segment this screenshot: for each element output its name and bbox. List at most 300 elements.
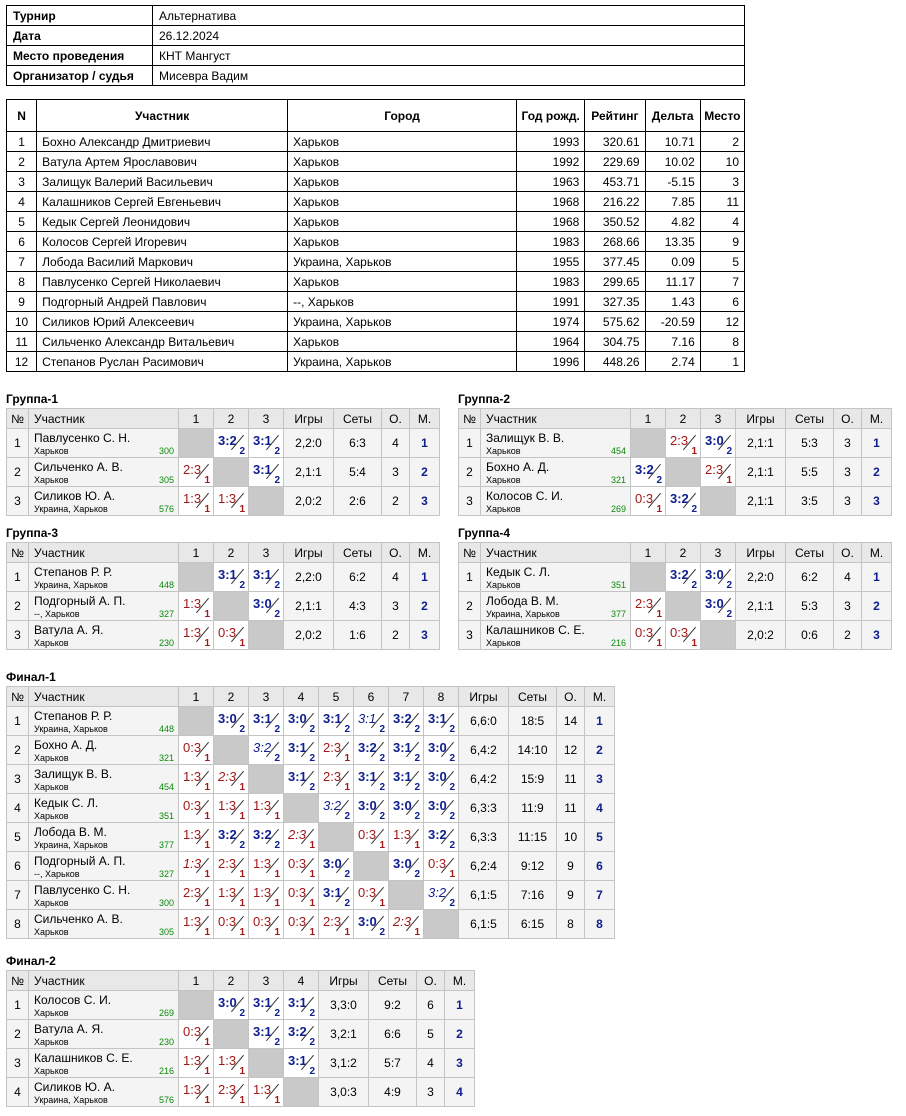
games-cell: 2,1:1 <box>736 458 786 487</box>
player-rating: 454 <box>610 446 626 456</box>
player-rating: 216 <box>158 1066 174 1076</box>
player-number: 1 <box>7 991 29 1020</box>
player-number: 1 <box>459 563 481 592</box>
group-header-opponent: 2 <box>214 409 249 429</box>
sets-cell: 9:12 <box>509 852 557 881</box>
group-header-opponent: 1 <box>179 971 214 991</box>
score-cell <box>249 563 284 592</box>
player-rating: 321 <box>158 753 174 763</box>
match-points: 2 <box>414 753 420 764</box>
place-cell: 2 <box>585 736 615 765</box>
group-header-opponent: 1 <box>179 543 214 563</box>
match-score: 1:3 <box>183 596 202 611</box>
participant-row <box>7 132 745 152</box>
match-points: 1 <box>449 869 455 880</box>
group-row <box>7 1049 475 1078</box>
match-score: 3:2 <box>358 740 377 755</box>
player-cell <box>481 458 631 487</box>
place-cell: 1 <box>410 563 440 592</box>
participant-cell: 6 <box>700 292 744 312</box>
participant-cell: 1964 <box>517 332 585 352</box>
group-header-points: О. <box>557 687 585 707</box>
player-name: Степанов Р. Р. <box>34 709 113 723</box>
points-cell: 2 <box>382 621 410 650</box>
player-number: 1 <box>459 429 481 458</box>
player-cell <box>481 563 631 592</box>
match-points: 2 <box>274 1037 280 1048</box>
player-name: Кедык С. Л. <box>486 565 551 579</box>
player-city: Харьков <box>34 446 69 456</box>
participant-cell: 1996 <box>517 352 585 372</box>
points-cell: 10 <box>557 823 585 852</box>
participants-header-cell: Город <box>288 100 517 132</box>
info-label: Место проведения <box>7 46 153 66</box>
sets-cell: 18:5 <box>509 707 557 736</box>
match-points: 1 <box>204 753 210 764</box>
player-number: 4 <box>7 794 29 823</box>
group-table <box>6 542 440 650</box>
match-score: 3:2 <box>218 827 237 842</box>
match-points: 2 <box>414 724 420 735</box>
participant-cell: Харьков <box>288 132 517 152</box>
match-score: 2:3 <box>183 885 202 900</box>
player-name: Подгорный А. П. <box>34 594 126 608</box>
match-points: 1 <box>379 898 385 909</box>
score-cell <box>631 458 666 487</box>
group-row <box>7 736 615 765</box>
group-header-num: № <box>7 543 29 563</box>
games-cell: 2,0:2 <box>284 621 334 650</box>
score-cell <box>284 852 319 881</box>
match-score: 3:2 <box>428 827 447 842</box>
place-cell: 2 <box>410 458 440 487</box>
match-points: 1 <box>344 927 350 938</box>
info-label: Организатор / судья <box>7 66 153 86</box>
games-cell: 3,1:2 <box>319 1049 369 1078</box>
participant-cell: 11.17 <box>645 272 700 292</box>
player-number: 4 <box>7 1078 29 1107</box>
participant-cell: 1955 <box>517 252 585 272</box>
participant-cell: -5.15 <box>645 172 700 192</box>
self-cell <box>284 794 319 823</box>
match-points: 2 <box>449 898 455 909</box>
group-row <box>7 1020 475 1049</box>
self-cell <box>319 823 354 852</box>
player-rating: 576 <box>158 504 174 514</box>
match-points: 2 <box>414 782 420 793</box>
match-score: 3:0 <box>218 711 237 726</box>
participant-cell: Украина, Харьков <box>288 352 517 372</box>
player-city: Харьков <box>486 580 521 590</box>
score-cell <box>389 910 424 939</box>
participant-cell: --, Харьков <box>288 292 517 312</box>
player-city: Украина, Харьков <box>34 840 108 850</box>
match-score: 3:1 <box>253 995 272 1010</box>
match-points: 2 <box>344 724 350 735</box>
participant-cell: 1.43 <box>645 292 700 312</box>
match-points: 1 <box>204 869 210 880</box>
place-cell: 1 <box>445 991 475 1020</box>
match-points: 2 <box>239 1008 245 1019</box>
match-points: 1 <box>204 840 210 851</box>
participant-row <box>7 352 745 372</box>
games-cell: 2,2:0 <box>284 563 334 592</box>
match-points: 2 <box>449 840 455 851</box>
player-rating: 300 <box>158 898 174 908</box>
score-cell <box>249 881 284 910</box>
sets-cell: 5:3 <box>786 592 834 621</box>
info-value: КНТ Мангуст <box>153 46 745 66</box>
score-cell <box>249 794 284 823</box>
self-cell <box>666 458 701 487</box>
participant-cell: 9 <box>7 292 37 312</box>
participant-cell: Ватула Артем Ярославович <box>37 152 288 172</box>
score-cell <box>424 794 459 823</box>
match-score: 3:1 <box>253 567 272 582</box>
participant-cell: 5 <box>700 252 744 272</box>
score-cell <box>214 487 249 516</box>
self-cell <box>249 487 284 516</box>
participant-cell: 12 <box>7 352 37 372</box>
player-number: 2 <box>459 592 481 621</box>
player-cell <box>29 592 179 621</box>
games-cell: 2,2:0 <box>284 429 334 458</box>
place-cell: 1 <box>410 429 440 458</box>
match-points: 2 <box>239 724 245 735</box>
match-score: 2:3 <box>323 914 342 929</box>
match-score: 0:3 <box>183 740 202 755</box>
score-cell <box>249 592 284 621</box>
group-header-place: М. <box>585 687 615 707</box>
match-points: 2 <box>344 811 350 822</box>
score-cell <box>354 823 389 852</box>
score-cell <box>249 1078 284 1107</box>
participant-cell: 10.02 <box>645 152 700 172</box>
match-score: 2:3 <box>218 856 237 871</box>
match-points: 2 <box>379 782 385 793</box>
place-cell: 2 <box>862 592 892 621</box>
score-cell <box>214 1049 249 1078</box>
group-header-player: Участник <box>29 543 179 563</box>
player-name: Калашников С. Е. <box>486 623 585 637</box>
self-cell <box>701 487 736 516</box>
match-points: 1 <box>309 840 315 851</box>
score-cell <box>179 881 214 910</box>
match-points: 2 <box>274 724 280 735</box>
match-points: 2 <box>274 753 280 764</box>
player-name: Лобода В. М. <box>34 825 107 839</box>
score-cell <box>424 881 459 910</box>
score-cell <box>424 823 459 852</box>
place-cell: 3 <box>862 487 892 516</box>
player-name: Павлусенко С. Н. <box>34 883 131 897</box>
sets-cell: 6:2 <box>786 563 834 592</box>
games-cell: 6,4:2 <box>459 736 509 765</box>
match-points: 1 <box>274 898 280 909</box>
player-rating: 351 <box>610 580 626 590</box>
score-cell <box>284 1020 319 1049</box>
participant-cell: 350.52 <box>585 212 645 232</box>
match-score: 1:3 <box>183 491 202 506</box>
games-cell: 2,1:1 <box>284 592 334 621</box>
participant-cell: 4.82 <box>645 212 700 232</box>
group-row <box>459 592 892 621</box>
player-number: 1 <box>7 429 29 458</box>
participant-cell: 1991 <box>517 292 585 312</box>
self-cell <box>179 563 214 592</box>
player-cell <box>29 707 179 736</box>
participant-row <box>7 252 745 272</box>
participant-cell: 1 <box>700 352 744 372</box>
match-points: 1 <box>204 638 210 649</box>
player-city: Харьков <box>486 475 521 485</box>
player-city: --, Харьков <box>34 869 80 879</box>
match-score: 3:1 <box>218 567 237 582</box>
info-value: Альтернатива <box>153 6 745 26</box>
group-row <box>7 592 440 621</box>
player-number: 5 <box>7 823 29 852</box>
player-city: Украина, Харьков <box>34 580 108 590</box>
match-points: 2 <box>344 869 350 880</box>
group-row <box>459 563 892 592</box>
self-cell <box>179 991 214 1020</box>
self-cell <box>214 458 249 487</box>
score-cell <box>179 736 214 765</box>
group-header-points: О. <box>382 409 410 429</box>
group-table <box>458 542 892 650</box>
info-row <box>7 6 745 26</box>
place-cell: 4 <box>445 1078 475 1107</box>
participant-cell: 2 <box>700 132 744 152</box>
match-score: 1:3 <box>183 1053 202 1068</box>
group-table <box>6 408 440 516</box>
participant-row <box>7 232 745 252</box>
player-number: 3 <box>7 621 29 650</box>
player-rating: 269 <box>610 504 626 514</box>
participant-cell: 4 <box>700 212 744 232</box>
player-city: Харьков <box>34 1066 69 1076</box>
match-points: 2 <box>449 753 455 764</box>
participant-cell: Павлусенко Сергей Николаевич <box>37 272 288 292</box>
self-cell <box>631 563 666 592</box>
match-points: 1 <box>274 927 280 938</box>
group-header-opponent: 2 <box>214 543 249 563</box>
score-cell <box>284 823 319 852</box>
player-name: Бохно А. Д. <box>486 460 550 474</box>
participant-row <box>7 292 745 312</box>
group-row <box>7 910 615 939</box>
match-points: 2 <box>239 580 245 591</box>
sets-cell: 3:5 <box>786 487 834 516</box>
group-header-num: № <box>7 971 29 991</box>
participant-cell: Харьков <box>288 272 517 292</box>
match-score: 0:3 <box>183 798 202 813</box>
place-cell: 4 <box>585 794 615 823</box>
participant-cell: Харьков <box>288 332 517 352</box>
match-score: 3:1 <box>253 1024 272 1039</box>
games-cell: 2,0:2 <box>284 487 334 516</box>
group-header-sets: Сеты <box>509 687 557 707</box>
player-rating: 351 <box>158 811 174 821</box>
score-cell <box>701 429 736 458</box>
player-city: Харьков <box>34 898 69 908</box>
score-cell <box>319 736 354 765</box>
group-header-sets: Сеты <box>786 543 834 563</box>
player-rating: 300 <box>158 446 174 456</box>
player-city: Харьков <box>486 638 521 648</box>
player-city: Харьков <box>34 1037 69 1047</box>
player-rating: 321 <box>610 475 626 485</box>
player-cell <box>29 1078 179 1107</box>
score-cell <box>249 736 284 765</box>
player-name: Бохно А. Д. <box>34 738 98 752</box>
match-points: 1 <box>204 504 210 515</box>
participant-cell: 453.71 <box>585 172 645 192</box>
match-score: 0:3 <box>288 914 307 929</box>
player-name: Сильченко А. В. <box>34 460 123 474</box>
match-score: 3:0 <box>705 567 724 582</box>
player-city: Харьков <box>34 1008 69 1018</box>
games-cell: 3,0:3 <box>319 1078 369 1107</box>
points-cell: 3 <box>382 458 410 487</box>
match-score: 0:3 <box>218 914 237 929</box>
score-cell <box>701 458 736 487</box>
player-number: 3 <box>7 1049 29 1078</box>
match-points: 1 <box>309 898 315 909</box>
info-label: Дата <box>7 26 153 46</box>
place-cell: 3 <box>445 1049 475 1078</box>
match-points: 2 <box>726 446 732 457</box>
participants-header-row <box>7 100 745 132</box>
match-points: 2 <box>274 446 280 457</box>
participant-cell: 12 <box>700 312 744 332</box>
player-cell <box>29 910 179 939</box>
match-score: 1:3 <box>218 885 237 900</box>
match-score: 1:3 <box>183 914 202 929</box>
games-cell: 6,3:3 <box>459 823 509 852</box>
player-rating: 448 <box>158 724 174 734</box>
match-score: 3:1 <box>288 1053 307 1068</box>
player-city: Украина, Харьков <box>34 504 108 514</box>
match-score: 3:2 <box>635 462 654 477</box>
participants-header-cell: Дельта <box>645 100 700 132</box>
match-points: 2 <box>239 446 245 457</box>
score-cell <box>179 1020 214 1049</box>
participant-cell: 1 <box>7 132 37 152</box>
participant-cell: 268.66 <box>585 232 645 252</box>
points-cell: 2 <box>382 487 410 516</box>
match-score: 1:3 <box>183 856 202 871</box>
match-points: 1 <box>309 869 315 880</box>
sets-cell: 4:3 <box>334 592 382 621</box>
group-title: Группа-4 <box>458 526 511 540</box>
match-score: 3:0 <box>428 740 447 755</box>
participant-cell: 10.71 <box>645 132 700 152</box>
score-cell <box>214 991 249 1020</box>
group-header-row <box>459 409 892 429</box>
match-score: 0:3 <box>218 625 237 640</box>
self-cell <box>389 881 424 910</box>
group-row <box>7 621 440 650</box>
player-number: 2 <box>7 1020 29 1049</box>
player-number: 6 <box>7 852 29 881</box>
score-cell <box>354 881 389 910</box>
match-score: 3:2 <box>253 827 272 842</box>
player-name: Колосов С. И. <box>486 489 564 503</box>
group-row <box>7 563 440 592</box>
player-number: 8 <box>7 910 29 939</box>
score-cell <box>179 765 214 794</box>
self-cell <box>284 1078 319 1107</box>
place-cell: 5 <box>585 823 615 852</box>
group-header-opponent: 4 <box>284 971 319 991</box>
group-row <box>459 621 892 650</box>
score-cell <box>424 707 459 736</box>
participant-cell: Харьков <box>288 192 517 212</box>
score-cell <box>631 592 666 621</box>
player-name: Залищук В. В. <box>34 767 113 781</box>
match-points: 1 <box>239 1095 245 1106</box>
participant-cell: 4 <box>7 192 37 212</box>
points-cell: 8 <box>557 910 585 939</box>
match-score: 3:0 <box>323 856 342 871</box>
player-number: 3 <box>459 487 481 516</box>
match-points: 1 <box>204 609 210 620</box>
match-score: 3:2 <box>670 491 689 506</box>
score-cell <box>214 794 249 823</box>
group-header-place: М. <box>445 971 475 991</box>
points-cell: 14 <box>557 707 585 736</box>
points-cell: 11 <box>557 765 585 794</box>
participant-row <box>7 332 745 352</box>
match-score: 1:3 <box>253 885 272 900</box>
player-number: 2 <box>7 736 29 765</box>
player-rating: 454 <box>158 782 174 792</box>
sets-cell: 5:7 <box>369 1049 417 1078</box>
points-cell: 11 <box>557 794 585 823</box>
match-points: 1 <box>344 753 350 764</box>
self-cell <box>424 910 459 939</box>
score-cell <box>319 910 354 939</box>
player-number: 3 <box>7 765 29 794</box>
match-score: 1:3 <box>218 798 237 813</box>
participant-cell: 299.65 <box>585 272 645 292</box>
player-cell <box>29 429 179 458</box>
match-score: 0:3 <box>635 625 654 640</box>
group-row <box>459 487 892 516</box>
player-cell <box>29 881 179 910</box>
player-number: 2 <box>7 458 29 487</box>
score-cell <box>284 881 319 910</box>
score-cell <box>179 621 214 650</box>
player-cell <box>29 1020 179 1049</box>
match-score: 3:0 <box>253 596 272 611</box>
participant-cell: 7.85 <box>645 192 700 212</box>
match-points: 2 <box>414 811 420 822</box>
place-cell: 2 <box>410 592 440 621</box>
participant-cell: 8 <box>7 272 37 292</box>
sets-cell: 11:9 <box>509 794 557 823</box>
group-header-games: Игры <box>284 543 334 563</box>
score-cell <box>284 736 319 765</box>
score-cell <box>249 910 284 939</box>
participant-cell: 11 <box>700 192 744 212</box>
group-title: Группа-2 <box>458 392 511 406</box>
player-cell <box>29 1049 179 1078</box>
match-score: 0:3 <box>253 914 272 929</box>
player-number: 3 <box>459 621 481 650</box>
participant-cell: 3 <box>700 172 744 192</box>
